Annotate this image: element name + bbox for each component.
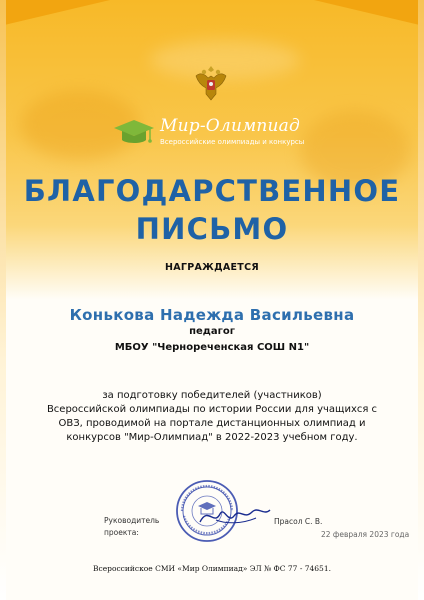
handwritten-signature [196, 500, 274, 530]
brand-name: Мир-Олимпиад [160, 116, 300, 136]
graduation-cap-icon [112, 116, 156, 150]
corner-fold-right [314, 0, 424, 26]
signature-label-line2: проекта: [104, 528, 139, 537]
footer-registration: Всероссийское СМИ «Мир Олимпиад» ЭЛ № ФС 77 - 74651. [93, 564, 331, 573]
brand-logo [112, 114, 322, 154]
certificate-title-line2: ПИСЬМО [135, 212, 289, 246]
signature-label-line1: Руководитель [104, 516, 160, 525]
page-edge-right [418, 0, 424, 600]
awarded-label: НАГРАЖДАЕТСЯ [165, 262, 259, 273]
coat-of-arms-icon [192, 62, 230, 104]
body-line: ОВЗ, проводимой на портале дистанционных олимпиад и [58, 418, 366, 429]
recipient-role: педагог [189, 326, 235, 337]
issue-date: 22 февраля 2023 года [321, 530, 410, 539]
brand-subtitle: Всероссийские олимпиады и конкурсы [160, 138, 305, 146]
page-edge-left [0, 0, 6, 600]
signatory-name: Прасол С. В. [274, 517, 323, 526]
recipient-name: Конькова Надежда Васильевна [69, 306, 355, 324]
body-line: Всероссийской олимпиады по истории России для учащихся с [46, 404, 378, 415]
recipient-organization: МБОУ "Чернореченская СОШ N1" [114, 342, 310, 353]
body-line: за подготовку победителей (участников) [102, 390, 322, 401]
corner-fold-left [0, 0, 110, 26]
body-line: конкурсов "Мир-Олимпиад" в 2022-2023 учебном году. [66, 432, 358, 443]
certificate-title-line1: БЛАГОДАРСТВЕННОЕ [23, 174, 401, 208]
signature-label [104, 515, 159, 539]
